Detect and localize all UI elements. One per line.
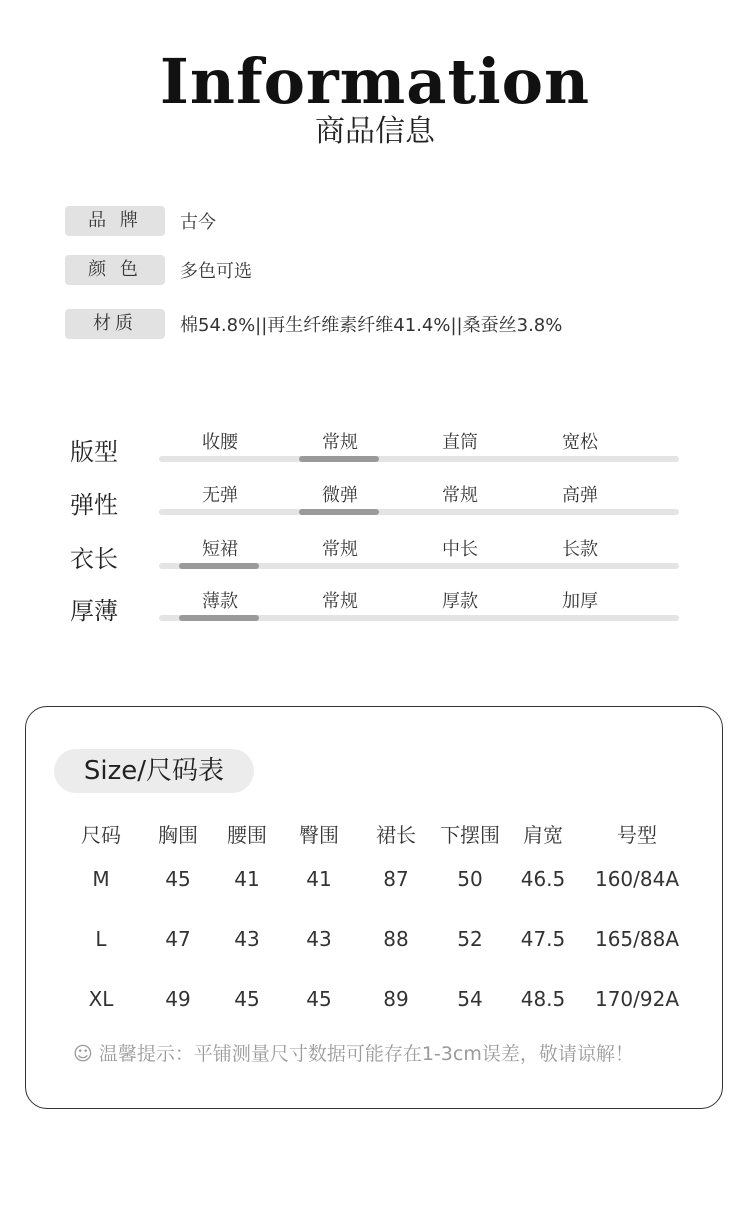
attribute-option: 高弹 xyxy=(562,485,598,506)
size-cell: 45 xyxy=(165,867,191,891)
attribute-track xyxy=(159,509,679,515)
page-title-en: Information xyxy=(159,45,591,118)
info-label: 品 牌 xyxy=(65,206,165,236)
size-row xyxy=(26,987,724,1017)
info-value: 古今 xyxy=(180,212,216,233)
size-chart-title: Size/尺码表 xyxy=(54,749,254,793)
attribute-option: 收腰 xyxy=(202,432,238,453)
size-cell: 165/88A xyxy=(594,927,680,951)
size-chart-panel xyxy=(25,706,723,1109)
size-cell: 43 xyxy=(306,927,332,951)
attribute-name: 衣长 xyxy=(70,545,118,573)
size-cell: 41 xyxy=(306,867,332,891)
size-header-cell: 胸围 xyxy=(158,823,198,847)
info-row-brand xyxy=(65,206,216,236)
size-cell: 50 xyxy=(457,867,483,891)
smiley-icon: ☺ xyxy=(73,1043,93,1065)
size-header-cell: 腰围 xyxy=(227,823,267,847)
attribute-option: 常规 xyxy=(322,591,358,612)
attribute-row xyxy=(70,587,682,627)
size-row xyxy=(26,867,724,897)
attribute-row xyxy=(70,535,682,575)
attribute-option: 常规 xyxy=(322,539,358,560)
attribute-name: 厚薄 xyxy=(70,597,118,625)
size-tip-text: 温馨提示：平铺测量尺寸数据可能存在1-3cm误差，敬请谅解！ xyxy=(98,1043,634,1065)
attribute-name: 版型 xyxy=(70,438,118,466)
size-cell: XL xyxy=(88,987,114,1011)
size-header-cell: 号型 xyxy=(617,823,657,847)
size-cell: 88 xyxy=(383,927,409,951)
info-value: 棉54.8%||再生纤维素纤维41.4%||桑蚕丝3.8% xyxy=(180,315,563,336)
size-cell: 47.5 xyxy=(520,927,566,951)
attribute-row xyxy=(70,428,682,468)
page-title-cn: 商品信息 xyxy=(315,114,435,149)
info-value: 多色可选 xyxy=(180,261,252,282)
attribute-option: 中长 xyxy=(442,539,478,560)
attribute-option: 厚款 xyxy=(442,591,478,612)
size-cell: 41 xyxy=(234,867,260,891)
info-row-material xyxy=(65,309,562,339)
size-cell: 49 xyxy=(165,987,191,1011)
attribute-option: 加厚 xyxy=(562,591,598,612)
attribute-option: 薄款 xyxy=(202,591,238,612)
size-cell: 47 xyxy=(165,927,191,951)
size-header-cell: 肩宽 xyxy=(523,823,563,847)
size-cell: 160/84A xyxy=(594,867,680,891)
attribute-option: 常规 xyxy=(442,485,478,506)
size-cell: 45 xyxy=(306,987,332,1011)
attribute-option: 无弹 xyxy=(202,485,238,506)
size-row xyxy=(26,927,724,957)
size-cell: 87 xyxy=(383,867,409,891)
size-cell: 52 xyxy=(457,927,483,951)
size-cell: 45 xyxy=(234,987,260,1011)
attribute-option: 短裙 xyxy=(202,539,238,560)
size-cell: L xyxy=(95,927,107,951)
attribute-row xyxy=(70,481,682,521)
size-cell: 43 xyxy=(234,927,260,951)
size-cell: 54 xyxy=(457,987,483,1011)
attribute-track xyxy=(159,456,679,462)
size-header-cell: 尺码 xyxy=(81,823,121,847)
info-label: 颜 色 xyxy=(65,255,165,285)
size-header-cell: 臀围 xyxy=(299,823,339,847)
attribute-option: 宽松 xyxy=(562,432,598,453)
info-label: 材质 xyxy=(65,309,165,339)
attribute-option: 长款 xyxy=(562,539,598,560)
attribute-name: 弹性 xyxy=(70,491,118,519)
size-cell: M xyxy=(92,867,110,891)
size-cell: 170/92A xyxy=(594,987,680,1011)
attribute-option: 微弹 xyxy=(322,485,358,506)
attribute-selected-marker xyxy=(299,456,379,462)
size-cell: 48.5 xyxy=(520,987,566,1011)
size-header-cell: 下摆围 xyxy=(440,823,500,847)
attribute-option: 直筒 xyxy=(442,432,478,453)
attribute-selected-marker xyxy=(179,563,259,569)
attribute-selected-marker xyxy=(179,615,259,621)
attribute-selected-marker xyxy=(299,509,379,515)
size-tip xyxy=(73,1039,634,1066)
size-header-row xyxy=(26,819,724,849)
info-row-color xyxy=(65,255,252,285)
size-cell: 46.5 xyxy=(520,867,566,891)
size-cell: 89 xyxy=(383,987,409,1011)
attribute-option: 常规 xyxy=(322,432,358,453)
size-header-cell: 裙长 xyxy=(376,823,416,847)
